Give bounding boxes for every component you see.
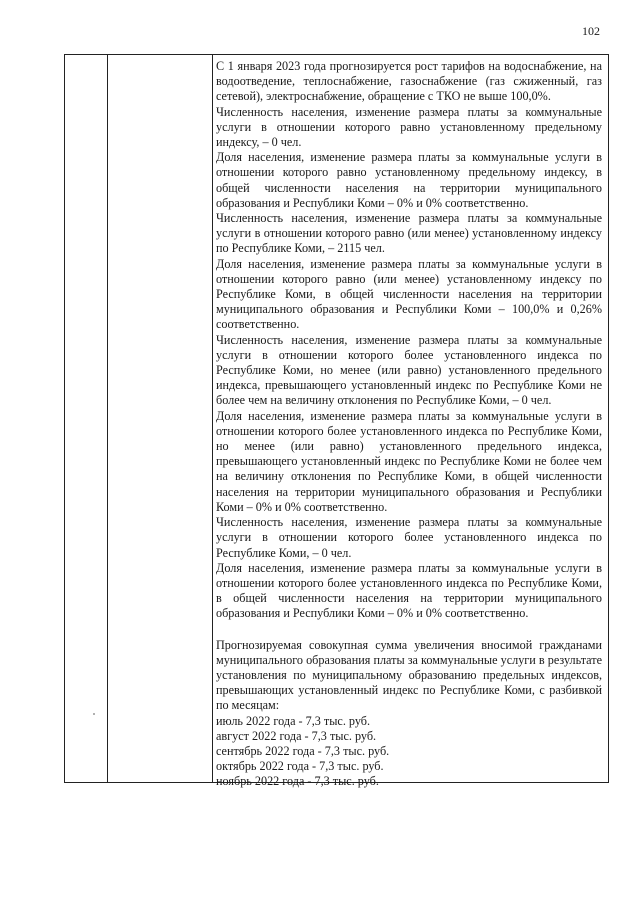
paragraph-share-within-deviation: Доля населения, изменение размера платы за коммунальные услуги в отношении которого более установленного индекса по Республике Коми, но менее (или равно) установленного предельного индекса, превышающего установленный индекс по Республике Коми не более чем на величину отклонения по Республике Коми, в общей численности населения на территории муниципального образования и Республики Коми – 0% и 0% соответственно. (216, 408, 602, 514)
paragraph-share-equal-or-less-komi: Доля населения, изменение размера платы за коммунальные услуги в отношении которого равно (или менее) установленному индексу по Республике Коми, в общей численности населения на территории муниципального образования и Республики Коми – 100,0% и 0,26% соответственно. (216, 256, 602, 332)
month-item-july: июль 2022 года - 7,3 тыс. руб. (216, 713, 371, 728)
paragraph-share-above-komi: Доля населения, изменение размера платы за коммунальные услуги в отношении которого более установленного индекса по Республике Коми, в общей численности населения на территории муниципального образования и Республики Коми – 0% и 0% соответственно. (216, 560, 602, 621)
paragraph-forecast-intro: Прогнозируемая совокупная сумма увеличения вносимой гражданами муниципального образования платы за коммунальные услуги в результате установления по муниципальному образованию предельных индексов, превышающих установленный индекс по Республике Коми, с разбивкой по месяцам: (216, 637, 602, 713)
table-cell-content (216, 59, 602, 790)
paragraph-tariff-growth: С 1 января 2023 года прогнозируется рост тарифов на водоснабжение, на водоотведение, теплоснабжение, газоснабжение (газ сжиженный, газ сетевой), электроснабжение, обращение с ТКО не выше 100,0%. (216, 59, 602, 104)
page-number: 102 (582, 24, 600, 38)
document-table (64, 54, 609, 789)
column-divider-1 (107, 55, 108, 782)
month-item-october: октябрь 2022 года - 7,3 тыс. руб. (216, 759, 384, 774)
paragraph-gap (216, 622, 602, 638)
scan-speck (93, 713, 95, 715)
month-item-november: ноябрь 2022 года - 7,3 тыс. руб. (216, 774, 379, 789)
paragraph-population-within-deviation: Численность населения, изменение размера платы за коммунальные услуги в отношении которого более установленного индекса по Республике Коми, но менее (или равно) установленного предельного индекса, превышающего установленный индекс по Республике Коми не более чем на величину отклонения по Республике Коми, – 0 чел. (216, 332, 602, 408)
paragraph-population-above-komi: Численность населения, изменение размера платы за коммунальные услуги в отношении которого более установленного индекса по Республике Коми, – 0 чел. (216, 515, 602, 560)
column-divider-2 (212, 55, 213, 782)
paragraph-population-equal-limit: Численность населения, изменение размера платы за коммунальные услуги в отношении которого равно установленному предельному индексу, – 0 чел. (216, 104, 602, 150)
month-item-august: август 2022 года - 7,3 тыс. руб. (216, 728, 377, 743)
month-item-september: сентябрь 2022 года - 7,3 тыс. руб. (216, 743, 390, 758)
paragraph-share-equal-limit: Доля населения, изменение размера платы за коммунальные услуги в отношении которого равно установленному предельному индексу, в общей численности населения на территории муниципального образования и Республики Коми – 0% и 0% соответственно. (216, 150, 602, 210)
paragraph-population-equal-or-less-komi: Численность населения, изменение размера платы за коммунальные услуги в отношении которого равно (или менее) установленному индексу по Республике Коми, – 2115 чел. (216, 211, 602, 256)
